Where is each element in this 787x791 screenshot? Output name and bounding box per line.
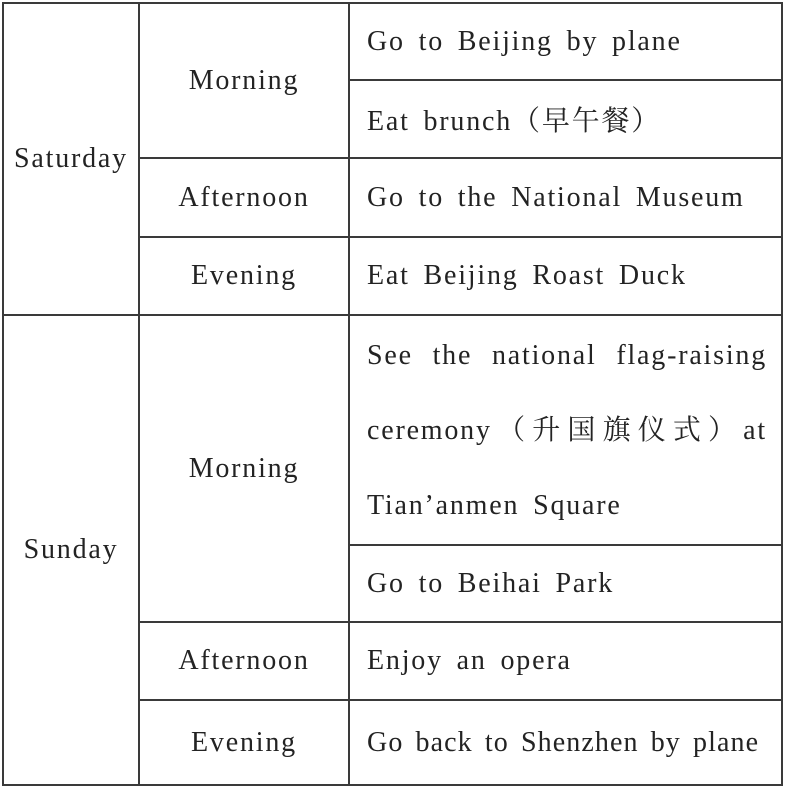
activity-line: Tian’anmen Square [367,489,622,521]
period-cell-sunday-morning: Morning [140,316,350,623]
activity-cell: Go to Beijing by plane [350,4,781,81]
activity-line: ceremony（升国旗仪式）at [367,414,767,446]
activity-cell: Go back to Shenzhen by plane [367,726,760,758]
activity-cell-multiline [350,316,781,546]
activity-line: See the national flag-raising [367,339,767,371]
activity-cell: Go to the National Museum [350,159,781,238]
day-cell-saturday: Saturday [4,4,140,316]
schedule-table [2,2,783,786]
activity-cell: Go to Beihai Park [350,546,781,623]
period-cell-sunday-afternoon: Afternoon [140,623,350,701]
activity-cell: Eat brunch（早午餐） [350,81,781,159]
day-cell-sunday: Sunday [4,316,140,784]
period-cell-saturday-morning: Morning [140,4,350,159]
period-cell-sunday-evening: Evening [140,701,350,784]
activity-cell: Enjoy an opera [350,623,781,701]
activity-cell: Eat Beijing Roast Duck [350,238,781,316]
period-cell-saturday-afternoon: Afternoon [140,159,350,238]
period-cell-saturday-evening: Evening [140,238,350,316]
